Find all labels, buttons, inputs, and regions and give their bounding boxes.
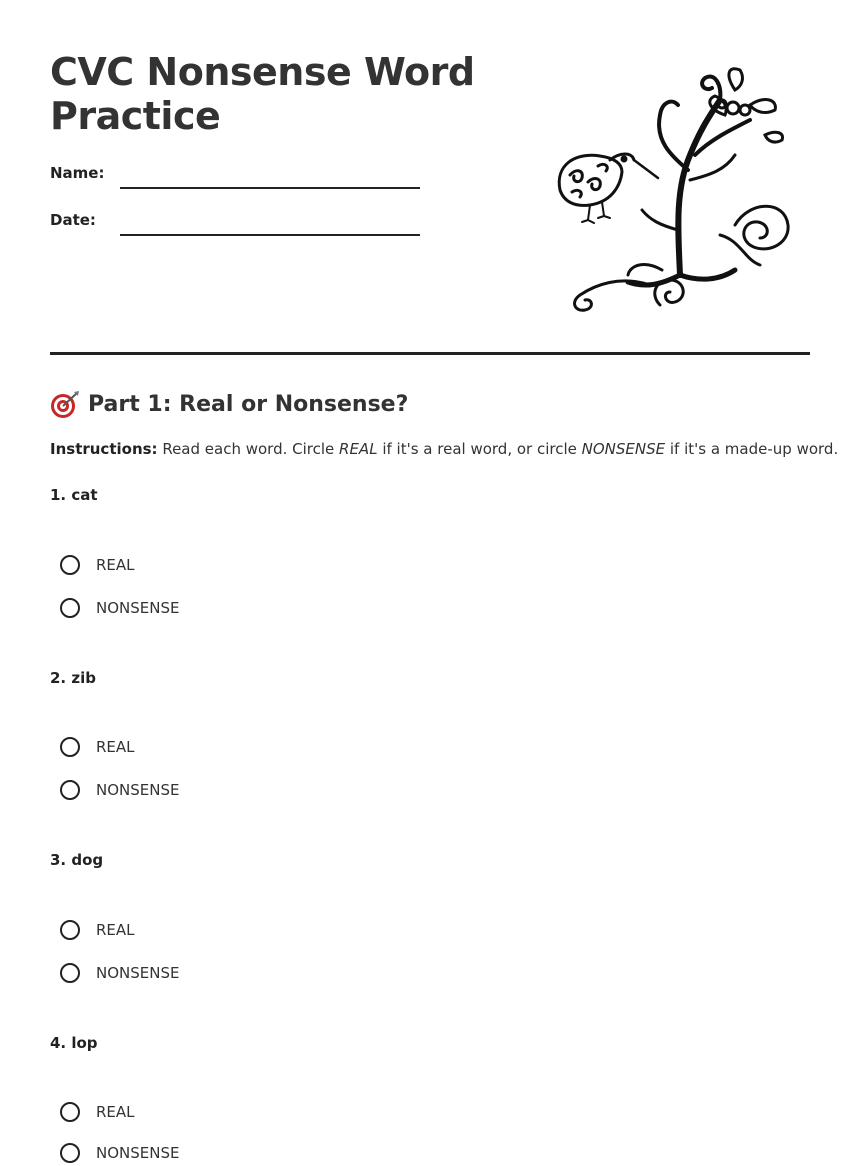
- date-field-line[interactable]: [120, 234, 420, 236]
- option-nonsense[interactable]: [60, 1140, 179, 1166]
- radio-circle[interactable]: [60, 963, 80, 983]
- target-dart-icon: [50, 389, 80, 419]
- date-field-row: [50, 207, 420, 237]
- instructions: [50, 440, 839, 458]
- name-field-row: [50, 160, 420, 190]
- question-4: [50, 1034, 810, 1162]
- instructions-text-3: if it's a made-up word.: [665, 440, 839, 458]
- option-label: REAL: [96, 738, 135, 756]
- worksheet-title: CVC Nonsense Word Practice: [50, 50, 475, 138]
- radio-circle[interactable]: [60, 555, 80, 575]
- option-real[interactable]: [60, 552, 135, 578]
- option-nonsense[interactable]: [60, 960, 179, 986]
- option-label: NONSENSE: [96, 964, 180, 982]
- name-label: Name:: [50, 164, 105, 182]
- option-real[interactable]: [60, 1099, 135, 1125]
- option-real[interactable]: [60, 734, 135, 760]
- option-real[interactable]: [60, 917, 135, 943]
- option-nonsense[interactable]: [60, 595, 179, 621]
- instructions-real: REAL: [339, 440, 378, 458]
- radio-circle[interactable]: [60, 780, 80, 800]
- question-label: 1. cat: [50, 486, 98, 504]
- question-label: 2. zib: [50, 669, 96, 687]
- worksheet-page: [50, 0, 839, 1162]
- radio-circle[interactable]: [60, 1102, 80, 1122]
- option-label: NONSENSE: [96, 781, 180, 799]
- instructions-text-2: if it's a real word, or circle: [377, 440, 582, 458]
- part1-heading-row: [50, 386, 408, 422]
- instructions-text-1: Read each word. Circle: [157, 440, 340, 458]
- date-label: Date:: [50, 211, 96, 229]
- option-label: REAL: [96, 556, 135, 574]
- option-label: NONSENSE: [96, 1144, 180, 1162]
- question-3: [50, 851, 810, 982]
- question-2: [50, 669, 810, 799]
- instructions-nonsense: NONSENSE: [581, 440, 666, 458]
- radio-circle[interactable]: [60, 1143, 80, 1163]
- radio-circle[interactable]: [60, 920, 80, 940]
- question-1: [50, 486, 810, 617]
- option-label: NONSENSE: [96, 599, 180, 617]
- name-field-line[interactable]: [120, 187, 420, 189]
- instructions-lead: Instructions:: [50, 440, 158, 458]
- worksheet-header: [50, 0, 810, 355]
- question-label: 4. lop: [50, 1034, 98, 1052]
- option-nonsense[interactable]: [60, 777, 179, 803]
- radio-circle[interactable]: [60, 737, 80, 757]
- kiwi-tree-illustration: [550, 60, 810, 320]
- radio-circle[interactable]: [60, 598, 80, 618]
- part1-heading: Part 1: Real or Nonsense?: [88, 391, 409, 417]
- question-label: 3. dog: [50, 851, 104, 869]
- option-label: REAL: [96, 921, 135, 939]
- option-label: REAL: [96, 1103, 135, 1121]
